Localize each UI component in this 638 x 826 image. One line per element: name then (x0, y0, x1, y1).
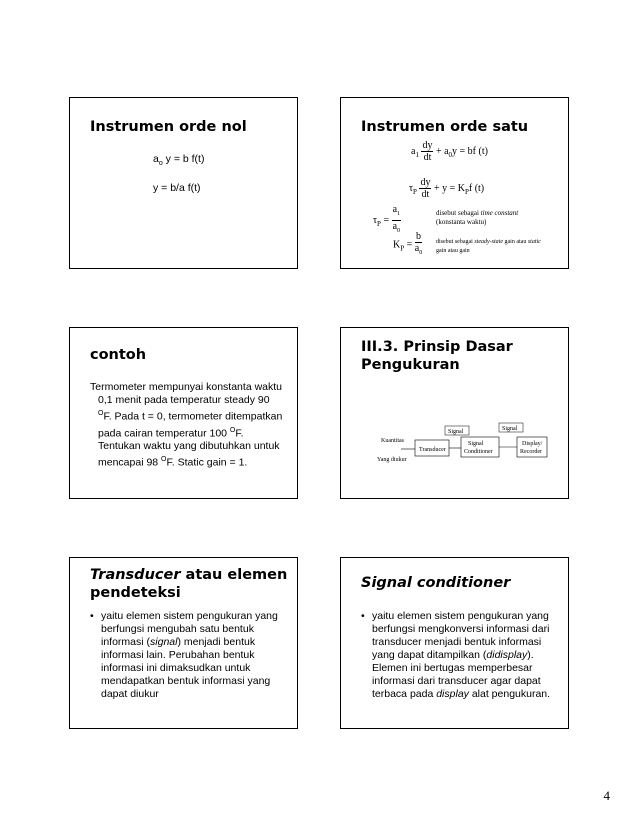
definition-static-gain: $K_P$ = $\frac{b}{a_0}$ (393, 231, 423, 256)
label-transducer: Transducer (419, 447, 446, 453)
slide-transducer (69, 557, 298, 729)
definition-time-constant: $\tau_P$ = $\frac{a_1}{a_0}$ (373, 204, 401, 234)
transducer-description (90, 610, 295, 701)
equation-first-order-normalized: $\tau_P$ $\frac{dy}{dt}$ + $y = K_Pf$ (t) (409, 177, 485, 200)
bullet-item: • yaitu elemen sistem pengukuran yang berfungsi mengubah satu bentuk informasi (signal) menjadi bentuk informasi lain. Perubahan bentuk informasi ini dimaksudkan untuk mendapatkan bentuk informasi yang dapat diukur (90, 610, 295, 701)
slide-signal-conditioner (340, 557, 569, 729)
bullet-item: • yaitu elemen sistem pengukuran yang berfungsi mengkonversi informasi dari transducer menjadi bentuk informasi yang dapat ditampilkan (didisplay). Elemen ini bertugas memperbesar informasi dari transducer agar dapat terbaca pada display alat pengukuran. (361, 610, 566, 701)
label-signal-2: Signal (502, 426, 518, 432)
equation-zero-order-solved: y = b/a f(t) (153, 182, 201, 194)
slide-prinsip-dasar-pengukuran (340, 327, 569, 499)
slide-instrumen-orde-nol (69, 97, 298, 269)
page-number: 4 (603, 788, 610, 803)
label-display-2: Recorder (520, 449, 542, 455)
slide-title: Transducer atau elemen pendeteksi (90, 567, 288, 601)
slide-contoh (69, 327, 298, 499)
slide-title: Instrumen orde nol (90, 119, 247, 135)
equation-zero-order: $a_o$ y = b f(t) (153, 153, 205, 168)
slide-title: contoh (90, 347, 147, 363)
slide-title: Instrumen orde satu (361, 119, 529, 135)
signal-conditioner-description (361, 610, 566, 701)
label-signal-1: Signal (448, 429, 464, 435)
equation-first-order: $a_1$ $\frac{dy}{dt}$ + $a_0y$ = bf (t) (411, 140, 488, 163)
slide-title: Signal conditioner (361, 575, 511, 591)
label-conditioner-1: Signal (468, 441, 484, 447)
slide-title: III.3. Prinsip Dasar Pengukuran (361, 339, 513, 373)
example-problem-text: Termometer mempunyai konstanta waktu 0,1 menit pada temperatur steady 90 $^O$F. Pada t = 0, termometer ditempatkan pada cairan temperatur 100 $^O$F. Tentukan waktu yang dibutuhkan untuk mencapai 98 $^O$F. Static gain = 1. (90, 381, 283, 469)
slide-instrumen-orde-satu (340, 97, 569, 269)
note-time-constant: disebut sebagai time constant (konstanta waktu) (436, 209, 519, 226)
label-yang-diukur: Yang diukur (377, 457, 407, 463)
label-display-1: Display/ (522, 441, 543, 447)
note-static-gain: disebut sebagai steady-state gain atau static gain atau gain (436, 239, 541, 254)
measurement-block-diagram (341, 420, 568, 490)
label-conditioner-2: Conditioner (464, 449, 493, 455)
label-kuantitas: Kuantitas (381, 438, 404, 444)
